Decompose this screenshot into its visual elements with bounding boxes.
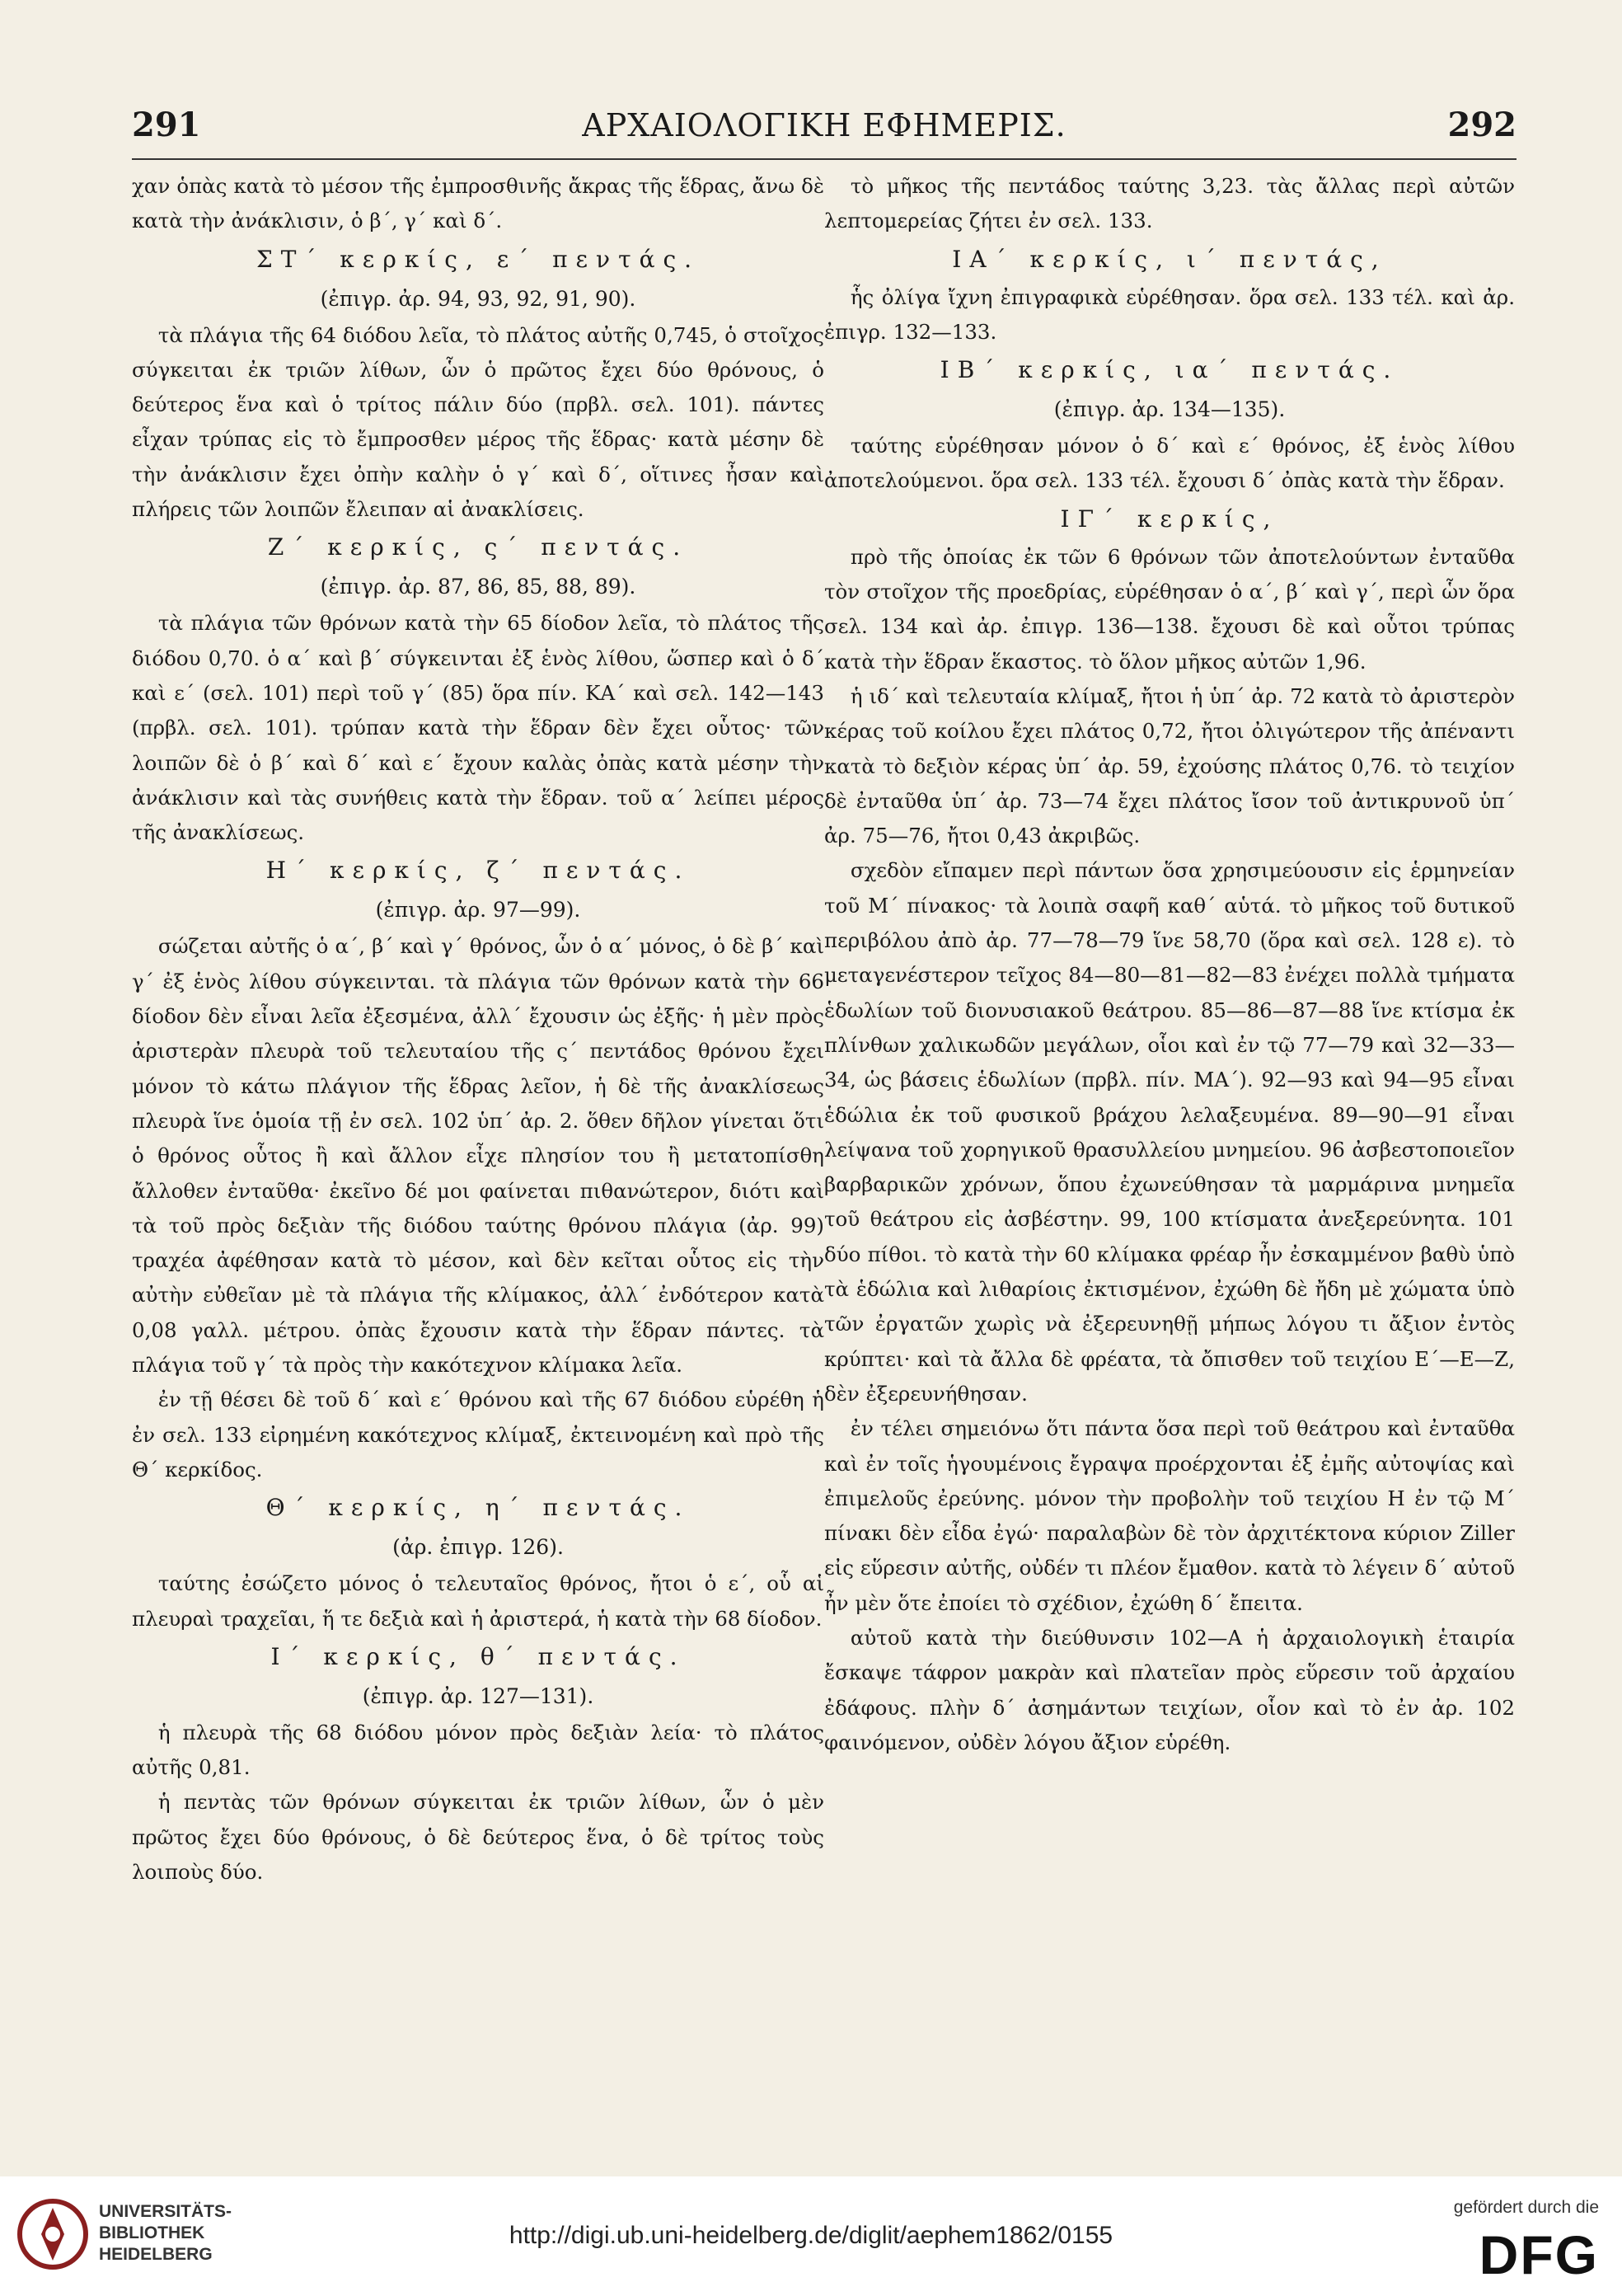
funding-note: gefördert durch die [1453,2198,1599,2217]
body-paragraph: σχεδὸν εἴπαμεν περὶ πάντων ὅσα χρησιμεύουσιν εἰς ἑρμηνείαν τοῦ Μ΄ πίνακος· τὰ λοιπὰ σαφῆ καθ΄ αὑτά. τὸ μῆκος τοῦ δυτικοῦ περιβόλου ἀπὸ ἀρ. 77—78—79 ἵνε 58,70 (ὅρα καὶ σελ. 128 ε). τὸ μεταγενέστερον τεῖχος 84—80—81—82—83 ἐνέχει πολλὰ τμήματα ἑδωλίων τοῦ διονυσιακοῦ θεάτρου. 85—86—87—88 ἵνε κτίσμα ἐκ πλίνθων χαλικωδῶν μεγάλων, οἷοι καὶ ἐν τῷ 77—79 καὶ 32—33—34, ὡς βάσεις ἑδωλίων (πρβλ. πίν. ΜΑ΄). 92—93 καὶ 94—95 εἶναι ἑδώλια ἐκ τοῦ φυσικοῦ βράχου λελαξευμένα. 89—90—91 εἶναι λείψανα τοῦ χορηγικοῦ θρασυλλείου μνημείου. 96 ἀσβεστοποιεῖον βαρβαρικῶν χρόνων, ὅπου ἐχωνεύθησαν τὰ μαρμάρινα μνημεῖα τοῦ θεάτρου εἰς ἀσβέστην. 99, 100 κτίσματα ἀνεξερεύνητα. 101 δύο πίθοι. τὸ κατὰ τὴν 60 κλίμακα φρέαρ ἦν ἐσκαμμένον βαθὺ ὑπὸ τὰ ἑδώλια καὶ λιθαρίοις ἐκτισμένον, ἐχώθη δὲ ἤδη μὲ χώματα ὑπὸ τῶν ἐργατῶν χωρὶς νὰ ἐξερευνηθῇ μήπως λόγου τι ἄξιον ἐντὸς κρύπτει· καὶ τὰ ἄλλα δὲ φρέατα, τὰ ὄπισθεν τοῦ τειχίου Ε΄—Ε—Ζ, δὲν ἐξερευνήθησαν. [824,858,1515,1406]
body-paragraph: ταύτης εὑρέθησαν μόνον ὁ δ΄ καὶ ε΄ θρόνος, ἐξ ἑνὸς λίθου ἀποτελούμενοι. ὅρα σελ. 133 τέλ. ἔχουσι δ΄ ὀπὰς κατὰ τὴν ἕδραν. [824,434,1515,493]
permalink-url[interactable]: http://digi.ub.uni-heidelberg.de/diglit/aephem1862/0155 [509,2222,1113,2249]
section-heading: Ι΄ κερκίς, θ΄ πεντάς. [270,1642,686,1670]
library-line-2: BIBLIOTHEK [99,2223,205,2242]
section-heading: ΣΤ΄ κερκίς, ε΄ πεντάς. [255,245,701,273]
page-number-right: 292 [1447,106,1517,144]
section-heading: ΙΓ΄ κερκίς, [1060,505,1279,533]
body-paragraph: αὐτοῦ κατὰ τὴν διεύθυνσιν 102—Α ἡ ἀρχαιολογικὴ ἑταιρία ἔσκαψε τάφρον μακρὰν καὶ πλατεῖαν πρὸς εὕρεσιν τοῦ ἀρχαίου ἐδάφους. πλὴν δ΄ ἀσημάντων τειχίων, οἷον καὶ τὸ ἐν ἀρ. 102 φαινόμενον, οὐδὲν λόγου ἄξιον εὑρέθη. [824,1625,1515,1754]
body-paragraph: σώζεται αὐτῆς ὁ α΄, β΄ καὶ γ΄ θρόνος, ὧν ὁ α΄ μόνος, ὁ δὲ β΄ καὶ γ΄ ἐξ ἑνὸς λίθου σύγκεινται. τὰ πλάγια τῶν θρόνων κατὰ τὴν 66 δίοδον δὲν εἶναι λεῖα ἐξεσμένα, ἀλλ΄ ἔχουσιν ὡς ἐξῆς· ἡ μὲν πρὸς ἀριστερὰν πλευρὰ τοῦ τελευταίου τῆς ς΄ πεντάδος θρόνου ἔχει μόνον τὸ κάτω πλάγιον τῆς ἕδρας λεῖον, ἡ δὲ τῆς ἀνακλίσεως πλευρὰ ἵνε ὁμοία τῇ ἐν σελ. 102 ὑπ΄ ἀρ. 2. ὅθεν δῆλον γίνεται ὅτι ὁ θρόνος οὗτος ἢ καὶ ἄλλον εἶχε πλησίον του ἢ μετατοπίσθη ἄλλοθεν ἐνταῦθα· ἐκεῖνο δέ μοι φαίνεται πιθανώτερον, διότι καὶ τὰ τοῦ πρὸς δεξιὰν τῆς διόδου ταύτης θρόνου πλάγια (ἀρ. 99) τραχέα ἀφέθησαν κατὰ τὸ μέσον, καὶ δὲν κεῖται οὗτος εἰς τὴν αὐτὴν εὐθεῖαν μὲ τὰ πλάγια τῆς κλίμακος, ἀλλ΄ ἐνδότερον κατὰ 0,08 γαλλ. μέτρου. ὀπὰς ἔχουσιν κατὰ τὴν ἕδραν πάντες. τὰ πλάγια τοῦ γ΄ τὰ πρὸς τὴν κακότεχνον κλίμακα λεῖα. [132,934,824,1378]
footer-bar [0,2176,1622,2296]
body-paragraph: τὸ μῆκος τῆς πεντάδος ταύτης 3,23. τὰς ἄλλας περὶ αὐτῶν λεπτομερείας ζήτει ἐν σελ. 133. [824,174,1515,233]
body-paragraph: τὰ πλάγια τῶν θρόνων κατὰ τὴν 65 δίοδον λεῖα, τὸ πλάτος τῆς διόδου 0,70. ὁ α΄ καὶ β΄ σύγκεινται ἐξ ἑνὸς λίθου, ὥσπερ καὶ ὁ δ΄ καὶ ε΄ (σελ. 101) περὶ τοῦ γ΄ (85) ὅρα πίν. ΚΑ΄ καὶ σελ. 142—143 (πρβλ. σελ. 101). τρύπαν κατὰ τὴν ἕδραν δὲν ἔχει οὗτος· τῶν λοιπῶν δὲ ὁ β΄ καὶ δ΄ καὶ ε΄ ἔχουν καλὰς ὀπὰς κατὰ μέσην τὴν ἀνάκλισιν καὶ τὰς συνήθεις κατὰ τὴν ἕδραν. τοῦ α΄ λείπει μέρος τῆς ἀνακλίσεως. [132,611,824,845]
inscription-reference: (ἐπιγρ. ἀρ. 97—99). [375,898,581,923]
running-header [132,106,1517,147]
body-paragraph: ταύτης ἐσώζετο μόνος ὁ τελευταῖος θρόνος, ἤτοι ὁ ε΄, οὗ αἱ πλευραὶ τραχεῖαι, ἥ τε δεξιὰ καὶ ἡ ἀριστερά, ἡ κατὰ τὴν 68 δίοδον. [132,1571,824,1631]
section-heading: ΙΑ΄ κερκίς, ι΄ πεντάς, [952,245,1387,273]
section-heading: ΙΒ΄ κερκίς, ια΄ πεντάς. [940,356,1399,384]
inscription-reference: (ἐπιγρ. ἀρ. 134—135). [1053,397,1286,422]
body-paragraph: χαν ὁπὰς κατὰ τὸ μέσον τῆς ἐμπροσθινῆς ἄκρας τῆς ἕδρας, ἄνω δὲ κατὰ τὴν ἀνάκλισιν, ὁ β΄, γ΄ καὶ δ΄. [132,174,824,233]
section-heading: Η΄ κερκίς, ζ΄ πεντάς. [265,857,691,885]
body-paragraph: ἡ πεντὰς τῶν θρόνων σύγκειται ἐκ τριῶν λίθων, ὧν ὁ μὲν πρῶτος ἔχει δύο θρόνους, ὁ δὲ δεύτερος ἕνα, ὁ δὲ τρίτος τοὺς λοιποὺς δύο. [132,1790,824,1884]
journal-title: ΑΡΧΑΙΟΛΟΓΙΚΗ ΕΦΗΜΕΡΙΣ. [582,107,1066,143]
library-line-3: HEIDELBERG [99,2245,213,2264]
right-column [824,169,1515,1760]
page-number-left: 291 [132,106,201,144]
inscription-reference: (ἐπιγρ. ἀρ. 94, 93, 92, 91, 90). [320,286,636,311]
section-heading: Ζ΄ κερκίς, ς΄ πεντάς. [267,533,689,561]
body-paragraph: ἐν τῇ θέσει δὲ τοῦ δ΄ καὶ ε΄ θρόνου καὶ τῆς 67 διόδου εὑρέθη ἡ ἐν σελ. 133 εἰρημένη κακότεχνος κλίμαξ, ἐκτεινομένη καὶ πρὸ τῆς Θ΄ κερκίδος. [132,1387,824,1481]
body-paragraph: τὰ πλάγια τῆς 64 διόδου λεῖα, τὸ πλάτος αὐτῆς 0,745, ὁ στοῖχος σύγκειται ἐκ τριῶν λίθων, ὧν ὁ πρῶτος ἔχει δύο θρόνους, ὁ δεύτερος ἕνα καὶ ὁ τρίτος πάλιν δύο (πρβλ. σελ. 101). πάντες εἶχαν τρύπας εἰς τὸ ἔμπροσθεν μέρος τῆς ἕδρας· κατὰ μέσην δὲ τὴν ἀνάκλισιν ἔχει ὀπὴν καλὴν ὁ γ΄ καὶ δ΄, οἵτινες ἦσαν καὶ πλήρεις τῶν λοιπῶν ἔλειπαν αἱ ἀνακλίσεις. [132,322,824,522]
header-rule [132,158,1517,160]
body-paragraph: ἡ πλευρὰ τῆς 68 διόδου μόνον πρὸς δεξιὰν λεία· τὸ πλάτος αὐτῆς 0,81. [132,1720,824,1780]
inscription-reference: (ἐπιγρ. ἀρ. 127—131). [362,1683,594,1708]
body-paragraph: ἐν τέλει σημειόνω ὅτι πάντα ὅσα περὶ τοῦ θεάτρου καὶ ἐνταῦθα καὶ ἐν τοῖς ἡγουμένοις ἔγραψα προέρχονται ἐξ ἐμῆς αὐτοψίας καὶ ἐπιμελοῦς ἐρεύνης. μόνον τὴν προβολὴν τοῦ τειχίου Η ἐν τῷ Μ΄ πίνακι δὲν εἶδα ἐγώ· παραλαβὼν δὲ τὸν ἀρχιτέκτονα κύριον Ziller εἰς εὕρεσιν αὐτῆς, οὐδέν τι πλέον ἔμαθον. κατὰ τὸ λέγειν δ΄ αὐτοῦ ἦν μὲν ὅτε ἐποίει τὸ σχέδιον, ἐχώθη δ΄ ἔπειτα. [824,1416,1515,1615]
left-column [132,169,824,1890]
inscription-reference: (ἀρ. ἐπιγρ. 126). [392,1535,564,1560]
library-line-1: UNIVERSITÄTS- [99,2202,232,2221]
body-paragraph: ἧς ὀλίγα ἴχνη ἐπιγραφικὰ εὑρέθησαν. ὅρα σελ. 133 τέλ. καὶ ἀρ. ἐπιγρ. 132—133. [824,284,1515,344]
body-paragraph: πρὸ τῆς ὁποίας ἐκ τῶν 6 θρόνων τῶν ἀποτελούντων ἐνταῦθα τὸν στοῖχον τῆς προεδρίας, εὑρέθησαν ὁ α΄, β΄ καὶ γ΄, περὶ ὧν ὅρα σελ. 134 καὶ ἀρ. ἐπιγρ. 136—138. ἔχουσι δὲ καὶ οὗτοι τρύπας κατὰ τὴν ἕδραν ἕκαστος. τὸ ὅλον μῆκος αὐτῶν 1,96. [824,544,1515,674]
body-paragraph: ἡ ιδ΄ καὶ τελευταία κλίμαξ, ἤτοι ἡ ὑπ΄ ἀρ. 72 κατὰ τὸ ἀριστερὸν κέρας τοῦ κοίλου ἔχει πλάτος 0,72, ἤτοι ὀλιγώτερον τῆς ἀπέναντι κατὰ τὸ δεξιὸν κέρας ὑπ΄ ἀρ. 59, ἐχούσης πλάτος 0,76. τὸ τειχίον δὲ ἐνταῦθα ὑπ΄ ἀρ. 73—74 ἔχει πλάτος ἴσον τοῦ ἀντικρυνοῦ ὑπ΄ ἀρ. 75—76, ἤτοι 0,43 ἀκριβῶς. [824,683,1515,848]
section-heading: Θ΄ κερκίς, η΄ πεντάς. [265,1494,691,1522]
inscription-reference: (ἐπιγρ. ἀρ. 87, 86, 85, 88, 89). [320,575,636,599]
dfg-logo[interactable]: DFG [1479,2224,1599,2285]
